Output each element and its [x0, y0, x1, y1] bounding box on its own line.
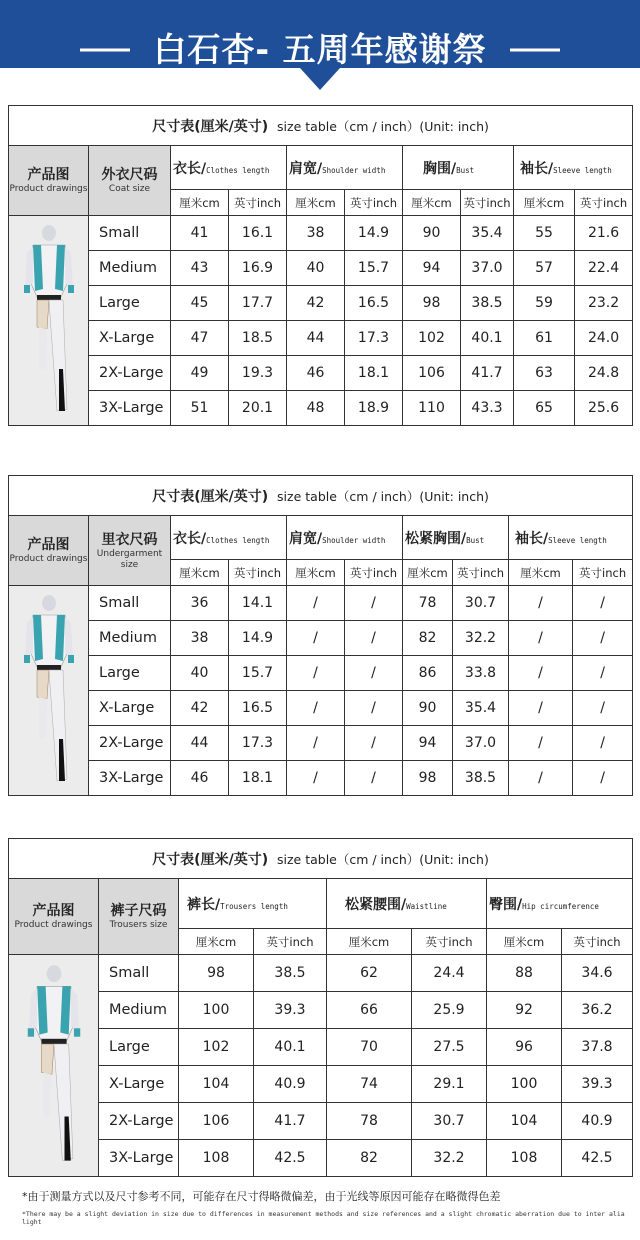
title-cn: 尺寸表(厘米/英寸)	[152, 118, 269, 135]
measure-header: 肩宽/Shoulder width	[287, 516, 403, 560]
value-cell: 102	[179, 1029, 254, 1066]
value-cell: /	[287, 761, 345, 796]
value-cell: 41.7	[461, 356, 514, 391]
value-cell: 15.7	[229, 656, 287, 691]
value-cell: 40	[171, 656, 229, 691]
value-cell: 37.0	[453, 726, 509, 761]
size-label: Large	[99, 1029, 179, 1066]
value-cell: 14.9	[229, 621, 287, 656]
measure-header: 衣长/Clothes length	[171, 516, 287, 560]
value-cell: 15.7	[345, 251, 403, 286]
costume-figure-icon	[14, 219, 84, 419]
value-cell: /	[509, 656, 573, 691]
value-cell: 57	[514, 251, 575, 286]
value-cell: 48	[287, 391, 345, 426]
value-cell: 38.5	[453, 761, 509, 796]
value-cell: 29.1	[412, 1066, 487, 1103]
title-en: size table（cm / inch）(Unit: inch)	[277, 488, 489, 504]
size-label: 2X-Large	[89, 726, 171, 761]
measure-header: 肩宽/Shoulder width	[287, 146, 403, 190]
value-cell: 45	[171, 286, 229, 321]
unit-inch: 英寸inch	[229, 560, 287, 586]
value-cell: 44	[287, 321, 345, 356]
value-cell: 25.9	[412, 992, 487, 1029]
value-cell: 36	[171, 586, 229, 621]
value-cell: 110	[403, 391, 461, 426]
value-cell: /	[573, 726, 633, 761]
value-cell: 37.0	[461, 251, 514, 286]
unit-cm: 厘米cm	[171, 560, 229, 586]
size-header: 里衣尺码 Undergarment size	[89, 516, 171, 586]
size-header: 裤子尺码 Trousers size	[99, 879, 179, 955]
value-cell: 102	[403, 321, 461, 356]
value-cell: 46	[171, 761, 229, 796]
value-cell: 40.9	[254, 1066, 327, 1103]
value-cell: 24.4	[412, 955, 487, 992]
value-cell: 30.7	[453, 586, 509, 621]
value-cell: 78	[327, 1103, 412, 1140]
unit-cm: 厘米cm	[509, 560, 573, 586]
size-label: Medium	[89, 251, 171, 286]
unit-inch: 英寸inch	[229, 190, 287, 216]
value-cell: 23.2	[575, 286, 633, 321]
unit-inch: 英寸inch	[254, 929, 327, 955]
value-cell: 104	[179, 1066, 254, 1103]
value-cell: 100	[487, 1066, 562, 1103]
product-header: 产品图 Product drawings	[9, 146, 89, 216]
value-cell: 17.7	[229, 286, 287, 321]
size-label: 2X-Large	[99, 1103, 179, 1140]
value-cell: 90	[403, 691, 453, 726]
unit-cm: 厘米cm	[403, 560, 453, 586]
value-cell: 40.1	[461, 321, 514, 356]
unit-cm: 厘米cm	[327, 929, 412, 955]
value-cell: 74	[327, 1066, 412, 1103]
title-cn: 尺寸表(厘米/英寸)	[152, 851, 269, 868]
size-label: 3X-Large	[89, 761, 171, 796]
value-cell: 18.1	[229, 761, 287, 796]
costume-figure-icon	[16, 959, 92, 1169]
value-cell: 98	[403, 761, 453, 796]
product-image	[9, 955, 99, 1177]
value-cell: 92	[487, 992, 562, 1029]
value-cell: 43.3	[461, 391, 514, 426]
coat-size-table	[8, 105, 632, 426]
value-cell: 98	[403, 286, 461, 321]
value-cell: 18.1	[345, 356, 403, 391]
table-title	[9, 106, 633, 146]
value-cell: 55	[514, 216, 575, 251]
value-cell: 108	[487, 1140, 562, 1177]
value-cell: 17.3	[345, 321, 403, 356]
value-cell: 36.2	[562, 992, 633, 1029]
size-label: Medium	[99, 992, 179, 1029]
size-label: X-Large	[99, 1066, 179, 1103]
measure-header: 袖长/Sleeve length	[514, 146, 633, 190]
value-cell: /	[573, 621, 633, 656]
value-cell: 40	[287, 251, 345, 286]
value-cell: 82	[327, 1140, 412, 1177]
value-cell: 82	[403, 621, 453, 656]
value-cell: 108	[179, 1140, 254, 1177]
measure-header: 裤长/Trousers length	[179, 879, 327, 929]
value-cell: 35.4	[461, 216, 514, 251]
value-cell: 49	[171, 356, 229, 391]
banner-title: 白石杏- 五周年感谢祭	[153, 30, 487, 69]
size-label: Small	[89, 216, 171, 251]
value-cell: 42.5	[254, 1140, 327, 1177]
value-cell: /	[509, 691, 573, 726]
value-cell: 38.5	[254, 955, 327, 992]
unit-inch: 英寸inch	[562, 929, 633, 955]
value-cell: 14.1	[229, 586, 287, 621]
value-cell: /	[573, 691, 633, 726]
value-cell: 40.1	[254, 1029, 327, 1066]
value-cell: /	[573, 656, 633, 691]
unit-inch: 英寸inch	[345, 190, 403, 216]
value-cell: /	[287, 656, 345, 691]
value-cell: 21.6	[575, 216, 633, 251]
value-cell: 39.3	[562, 1066, 633, 1103]
value-cell: /	[287, 586, 345, 621]
value-cell: 27.5	[412, 1029, 487, 1066]
value-cell: 86	[403, 656, 453, 691]
value-cell: 98	[179, 955, 254, 992]
value-cell: 19.3	[229, 356, 287, 391]
value-cell: 24.8	[575, 356, 633, 391]
unit-cm: 厘米cm	[487, 929, 562, 955]
value-cell: /	[287, 726, 345, 761]
product-header: 产品图 Product drawings	[9, 516, 89, 586]
value-cell: 38	[287, 216, 345, 251]
value-cell: 25.6	[575, 391, 633, 426]
undergarment-size-table	[8, 475, 632, 796]
value-cell: 65	[514, 391, 575, 426]
value-cell: 35.4	[453, 691, 509, 726]
table-title	[9, 476, 633, 516]
value-cell: 18.5	[229, 321, 287, 356]
size-label: X-Large	[89, 691, 171, 726]
footnote-en: *There may be a slight deviation in size due to differences in measurement methods and size references and a slight chromatic aberration due to inter alia light	[22, 1210, 625, 1226]
value-cell: 17.3	[229, 726, 287, 761]
value-cell: 96	[487, 1029, 562, 1066]
value-cell: 37.8	[562, 1029, 633, 1066]
measure-header: 臀围/Hip circumference	[487, 879, 633, 929]
size-label: 3X-Large	[99, 1140, 179, 1177]
value-cell: /	[509, 726, 573, 761]
value-cell: /	[345, 621, 403, 656]
value-cell: 41.7	[254, 1103, 327, 1140]
measure-header: 松紧腰围/Waistline	[327, 879, 487, 929]
unit-cm: 厘米cm	[403, 190, 461, 216]
unit-cm: 厘米cm	[514, 190, 575, 216]
value-cell: /	[509, 761, 573, 796]
value-cell: 100	[179, 992, 254, 1029]
value-cell: 38	[171, 621, 229, 656]
value-cell: 30.7	[412, 1103, 487, 1140]
unit-inch: 英寸inch	[453, 560, 509, 586]
value-cell: 42.5	[562, 1140, 633, 1177]
unit-inch: 英寸inch	[573, 560, 633, 586]
value-cell: /	[345, 761, 403, 796]
value-cell: 62	[327, 955, 412, 992]
size-label: X-Large	[89, 321, 171, 356]
title-cn: 尺寸表(厘米/英寸)	[152, 488, 269, 505]
value-cell: /	[573, 761, 633, 796]
unit-cm: 厘米cm	[179, 929, 254, 955]
unit-cm: 厘米cm	[171, 190, 229, 216]
value-cell: 20.1	[229, 391, 287, 426]
product-image	[9, 216, 89, 426]
value-cell: 106	[403, 356, 461, 391]
value-cell: 46	[287, 356, 345, 391]
value-cell: /	[345, 586, 403, 621]
value-cell: 41	[171, 216, 229, 251]
trousers-size-table	[8, 838, 632, 1177]
value-cell: 16.5	[229, 691, 287, 726]
footnote-cn: *由于测量方式以及尺寸参考不同，可能存在尺寸得略微偏差，由于光线等原因可能存在略微得色差	[22, 1190, 501, 1203]
size-label: 3X-Large	[89, 391, 171, 426]
value-cell: 39.3	[254, 992, 327, 1029]
value-cell: 44	[171, 726, 229, 761]
value-cell: 59	[514, 286, 575, 321]
value-cell: 51	[171, 391, 229, 426]
value-cell: 104	[487, 1103, 562, 1140]
unit-cm: 厘米cm	[287, 560, 345, 586]
size-label: 2X-Large	[89, 356, 171, 391]
value-cell: 63	[514, 356, 575, 391]
value-cell: 40.9	[562, 1103, 633, 1140]
value-cell: 32.2	[453, 621, 509, 656]
value-cell: /	[345, 656, 403, 691]
header-banner	[0, 0, 640, 92]
value-cell: 14.9	[345, 216, 403, 251]
value-cell: 16.1	[229, 216, 287, 251]
measure-header: 胸围/Bust	[403, 146, 514, 190]
value-cell: 43	[171, 251, 229, 286]
value-cell: 90	[403, 216, 461, 251]
unit-inch: 英寸inch	[412, 929, 487, 955]
value-cell: /	[287, 621, 345, 656]
size-label: Small	[89, 586, 171, 621]
size-label: Large	[89, 286, 171, 321]
value-cell: 106	[179, 1103, 254, 1140]
unit-inch: 英寸inch	[461, 190, 514, 216]
value-cell: 42	[287, 286, 345, 321]
value-cell: 70	[327, 1029, 412, 1066]
unit-cm: 厘米cm	[287, 190, 345, 216]
unit-inch: 英寸inch	[345, 560, 403, 586]
value-cell: 33.8	[453, 656, 509, 691]
value-cell: 16.5	[345, 286, 403, 321]
value-cell: 16.9	[229, 251, 287, 286]
value-cell: /	[287, 691, 345, 726]
value-cell: 42	[171, 691, 229, 726]
measure-header: 袖长/Sleeve length	[509, 516, 633, 560]
value-cell: 94	[403, 726, 453, 761]
unit-inch: 英寸inch	[575, 190, 633, 216]
size-label: Medium	[89, 621, 171, 656]
value-cell: 18.9	[345, 391, 403, 426]
value-cell: /	[345, 726, 403, 761]
value-cell: /	[509, 586, 573, 621]
size-label: Small	[99, 955, 179, 992]
value-cell: 94	[403, 251, 461, 286]
product-image	[9, 586, 89, 796]
value-cell: 78	[403, 586, 453, 621]
value-cell: 32.2	[412, 1140, 487, 1177]
title-en: size table（cm / inch）(Unit: inch)	[277, 118, 489, 134]
value-cell: /	[509, 621, 573, 656]
value-cell: 34.6	[562, 955, 633, 992]
value-cell: 22.4	[575, 251, 633, 286]
value-cell: /	[573, 586, 633, 621]
value-cell: /	[345, 691, 403, 726]
value-cell: 66	[327, 992, 412, 1029]
measure-header: 松紧胸围/Bust	[403, 516, 509, 560]
measure-header: 衣长/Clothes length	[171, 146, 287, 190]
title-en: size table（cm / inch）(Unit: inch)	[276, 851, 489, 867]
value-cell: 38.5	[461, 286, 514, 321]
costume-figure-icon	[14, 589, 84, 789]
value-cell: 61	[514, 321, 575, 356]
value-cell: 88	[487, 955, 562, 992]
table-title	[9, 839, 633, 879]
size-header: 外衣尺码 Coat size	[89, 146, 171, 216]
value-cell: 47	[171, 321, 229, 356]
product-header: 产品图 Product drawings	[9, 879, 99, 955]
size-label: Large	[89, 656, 171, 691]
value-cell: 24.0	[575, 321, 633, 356]
